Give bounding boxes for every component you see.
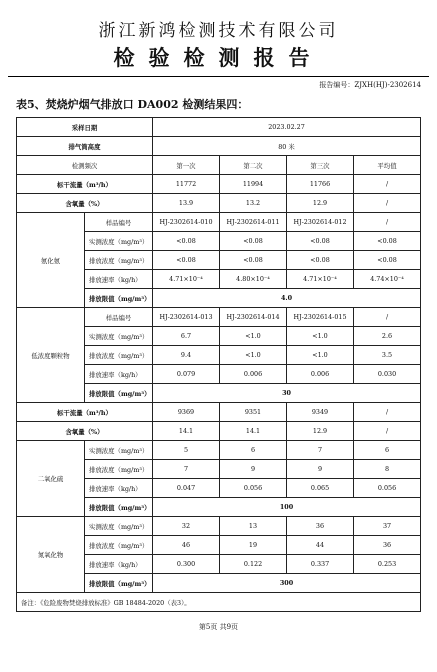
value-cell: 9 <box>287 460 354 479</box>
row-label-limit: 排放限值（mg/m³） <box>85 574 153 593</box>
sampling-date-value: 2023.02.27 <box>153 118 421 137</box>
row-label-actual-conc: 实测浓度（mg/m³） <box>85 232 153 251</box>
oxygen-label: 含氧量（%） <box>17 422 153 441</box>
freq-cell: 平均值 <box>354 156 421 175</box>
row-label-limit: 排放限值（mg/m³） <box>85 498 153 517</box>
flow-label: 标干流量（m³/h） <box>17 175 153 194</box>
row-label-limit: 排放限值（mg/m³） <box>85 289 153 308</box>
sample-no-cell: HJ-2302614-012 <box>287 213 354 232</box>
row-label-emission-rate: 排放速率（kg/h） <box>85 479 153 498</box>
limit-cell: 100 <box>153 498 421 517</box>
table-row <box>17 422 421 441</box>
row-label-emission-conc: 排放浓度（mg/m³） <box>85 346 153 365</box>
value-cell: 4.71×10⁻⁴ <box>287 270 354 289</box>
oxygen-cell: 14.1 <box>220 422 287 441</box>
value-cell: 0.056 <box>354 479 421 498</box>
value-cell: 5 <box>153 441 220 460</box>
stack-height-label: 排气筒高度 <box>17 137 153 156</box>
oxygen-cell: / <box>354 422 421 441</box>
value-cell: 7 <box>287 441 354 460</box>
flow-cell: 9351 <box>220 403 287 422</box>
row-label-emission-conc: 排放浓度（mg/m³） <box>85 536 153 555</box>
value-cell: 9.4 <box>153 346 220 365</box>
value-cell: 0.065 <box>287 479 354 498</box>
oxygen-cell: 12.9 <box>287 194 354 213</box>
pollutant-particulate: 低浓度颗粒物 <box>17 308 85 403</box>
company-name: 浙江新鸿检测技术有限公司 <box>98 21 339 41</box>
flow-cell: / <box>354 175 421 194</box>
value-cell: <0.08 <box>287 232 354 251</box>
row-label-emission-conc: 排放浓度（mg/m³） <box>85 251 153 270</box>
value-cell: <0.08 <box>220 232 287 251</box>
value-cell: 2.6 <box>354 327 421 346</box>
freq-label: 检测频次 <box>17 156 153 175</box>
freq-cell: 第二次 <box>220 156 287 175</box>
value-cell: 0.056 <box>220 479 287 498</box>
sample-no-cell: HJ-2302614-010 <box>153 213 220 232</box>
oxygen-label: 含氧量（%） <box>17 194 153 213</box>
flow-cell: 9369 <box>153 403 220 422</box>
page-number: 第5页 共9页 <box>198 623 239 631</box>
row-label-emission-rate: 排放速率（kg/h） <box>85 270 153 289</box>
results-table <box>16 117 421 612</box>
header-divider <box>8 76 429 77</box>
pollutant-ammonia: 氨化氨 <box>17 213 85 308</box>
flow-cell: 11994 <box>220 175 287 194</box>
pollutant-nox: 氮氧化物 <box>17 517 85 593</box>
flow-label: 标干流量（m³/h） <box>17 403 153 422</box>
oxygen-cell: / <box>354 194 421 213</box>
value-cell: 37 <box>354 517 421 536</box>
table-caption: 表5、焚烧炉烟气排放口 DA002 检测结果四： <box>16 98 249 111</box>
value-cell: 32 <box>153 517 220 536</box>
stack-height-value: 80 米 <box>153 137 421 156</box>
table-row <box>17 517 421 536</box>
table-row <box>17 156 421 175</box>
value-cell: 19 <box>220 536 287 555</box>
value-cell: 46 <box>153 536 220 555</box>
flow-cell: 9349 <box>287 403 354 422</box>
row-label-actual-conc: 实测浓度（mg/m³） <box>85 441 153 460</box>
value-cell: 0.300 <box>153 555 220 574</box>
sample-no-cell: / <box>354 308 421 327</box>
sampling-date-label: 采样日期 <box>17 118 153 137</box>
row-label-sample-no: 样品编号 <box>85 308 153 327</box>
value-cell: 8 <box>354 460 421 479</box>
value-cell: 0.006 <box>220 365 287 384</box>
value-cell: <0.08 <box>354 251 421 270</box>
flow-cell: 11766 <box>287 175 354 194</box>
limit-cell: 30 <box>153 384 421 403</box>
value-cell: 0.079 <box>153 365 220 384</box>
row-label-actual-conc: 实测浓度（mg/m³） <box>85 517 153 536</box>
value-cell: 0.337 <box>287 555 354 574</box>
value-cell: 36 <box>354 536 421 555</box>
report-number: 报告编号：ZJXH(HJ)-2302614 <box>319 81 421 89</box>
table-row <box>17 137 421 156</box>
value-cell: 0.030 <box>354 365 421 384</box>
value-cell: 36 <box>287 517 354 536</box>
flow-cell: 11772 <box>153 175 220 194</box>
report-title: 检验检测报告 <box>113 45 324 70</box>
sample-no-cell: HJ-2302614-011 <box>220 213 287 232</box>
value-cell: 7 <box>153 460 220 479</box>
limit-cell: 4.0 <box>153 289 421 308</box>
value-cell: 6 <box>354 441 421 460</box>
table-row <box>17 593 421 612</box>
oxygen-cell: 13.2 <box>220 194 287 213</box>
row-label-emission-rate: 排放速率（kg/h） <box>85 365 153 384</box>
value-cell: <0.08 <box>287 251 354 270</box>
value-cell: 9 <box>220 460 287 479</box>
sample-no-cell: / <box>354 213 421 232</box>
sample-no-cell: HJ-2302614-015 <box>287 308 354 327</box>
sample-no-cell: HJ-2302614-013 <box>153 308 220 327</box>
limit-cell: 300 <box>153 574 421 593</box>
value-cell: 4.71×10⁻⁴ <box>153 270 220 289</box>
value-cell: 0.122 <box>220 555 287 574</box>
pollutant-so2: 二氧化硫 <box>17 441 85 517</box>
value-cell: <0.08 <box>153 232 220 251</box>
table-row <box>17 118 421 137</box>
value-cell: 6 <box>220 441 287 460</box>
value-cell: 13 <box>220 517 287 536</box>
value-cell: <1.0 <box>287 327 354 346</box>
oxygen-cell: 12.9 <box>287 422 354 441</box>
flow-cell: / <box>354 403 421 422</box>
row-label-emission-rate: 排放速率（kg/h） <box>85 555 153 574</box>
value-cell: 4.74×10⁻⁴ <box>354 270 421 289</box>
table-note: 备注：《危险废物焚烧排放标准》GB 18484-2020（表3）。 <box>17 593 421 612</box>
oxygen-cell: 14.1 <box>153 422 220 441</box>
row-label-actual-conc: 实测浓度（mg/m³） <box>85 327 153 346</box>
value-cell: 0.006 <box>287 365 354 384</box>
value-cell: 6.7 <box>153 327 220 346</box>
value-cell: <0.08 <box>354 232 421 251</box>
value-cell: <0.08 <box>153 251 220 270</box>
table-row <box>17 175 421 194</box>
value-cell: 0.253 <box>354 555 421 574</box>
oxygen-cell: 13.9 <box>153 194 220 213</box>
row-label-sample-no: 样品编号 <box>85 213 153 232</box>
row-label-emission-conc: 排放浓度（mg/m³） <box>85 460 153 479</box>
value-cell: 4.80×10⁻⁴ <box>220 270 287 289</box>
value-cell: <1.0 <box>220 346 287 365</box>
table-row <box>17 403 421 422</box>
value-cell: <0.08 <box>220 251 287 270</box>
table-row <box>17 213 421 232</box>
value-cell: 44 <box>287 536 354 555</box>
table-row <box>17 441 421 460</box>
value-cell: 0.047 <box>153 479 220 498</box>
value-cell: <1.0 <box>220 327 287 346</box>
freq-cell: 第一次 <box>153 156 220 175</box>
table-row <box>17 308 421 327</box>
table-row <box>17 194 421 213</box>
row-label-limit: 排放限值（mg/m³） <box>85 384 153 403</box>
value-cell: <1.0 <box>287 346 354 365</box>
freq-cell: 第三次 <box>287 156 354 175</box>
value-cell: 3.5 <box>354 346 421 365</box>
sample-no-cell: HJ-2302614-014 <box>220 308 287 327</box>
